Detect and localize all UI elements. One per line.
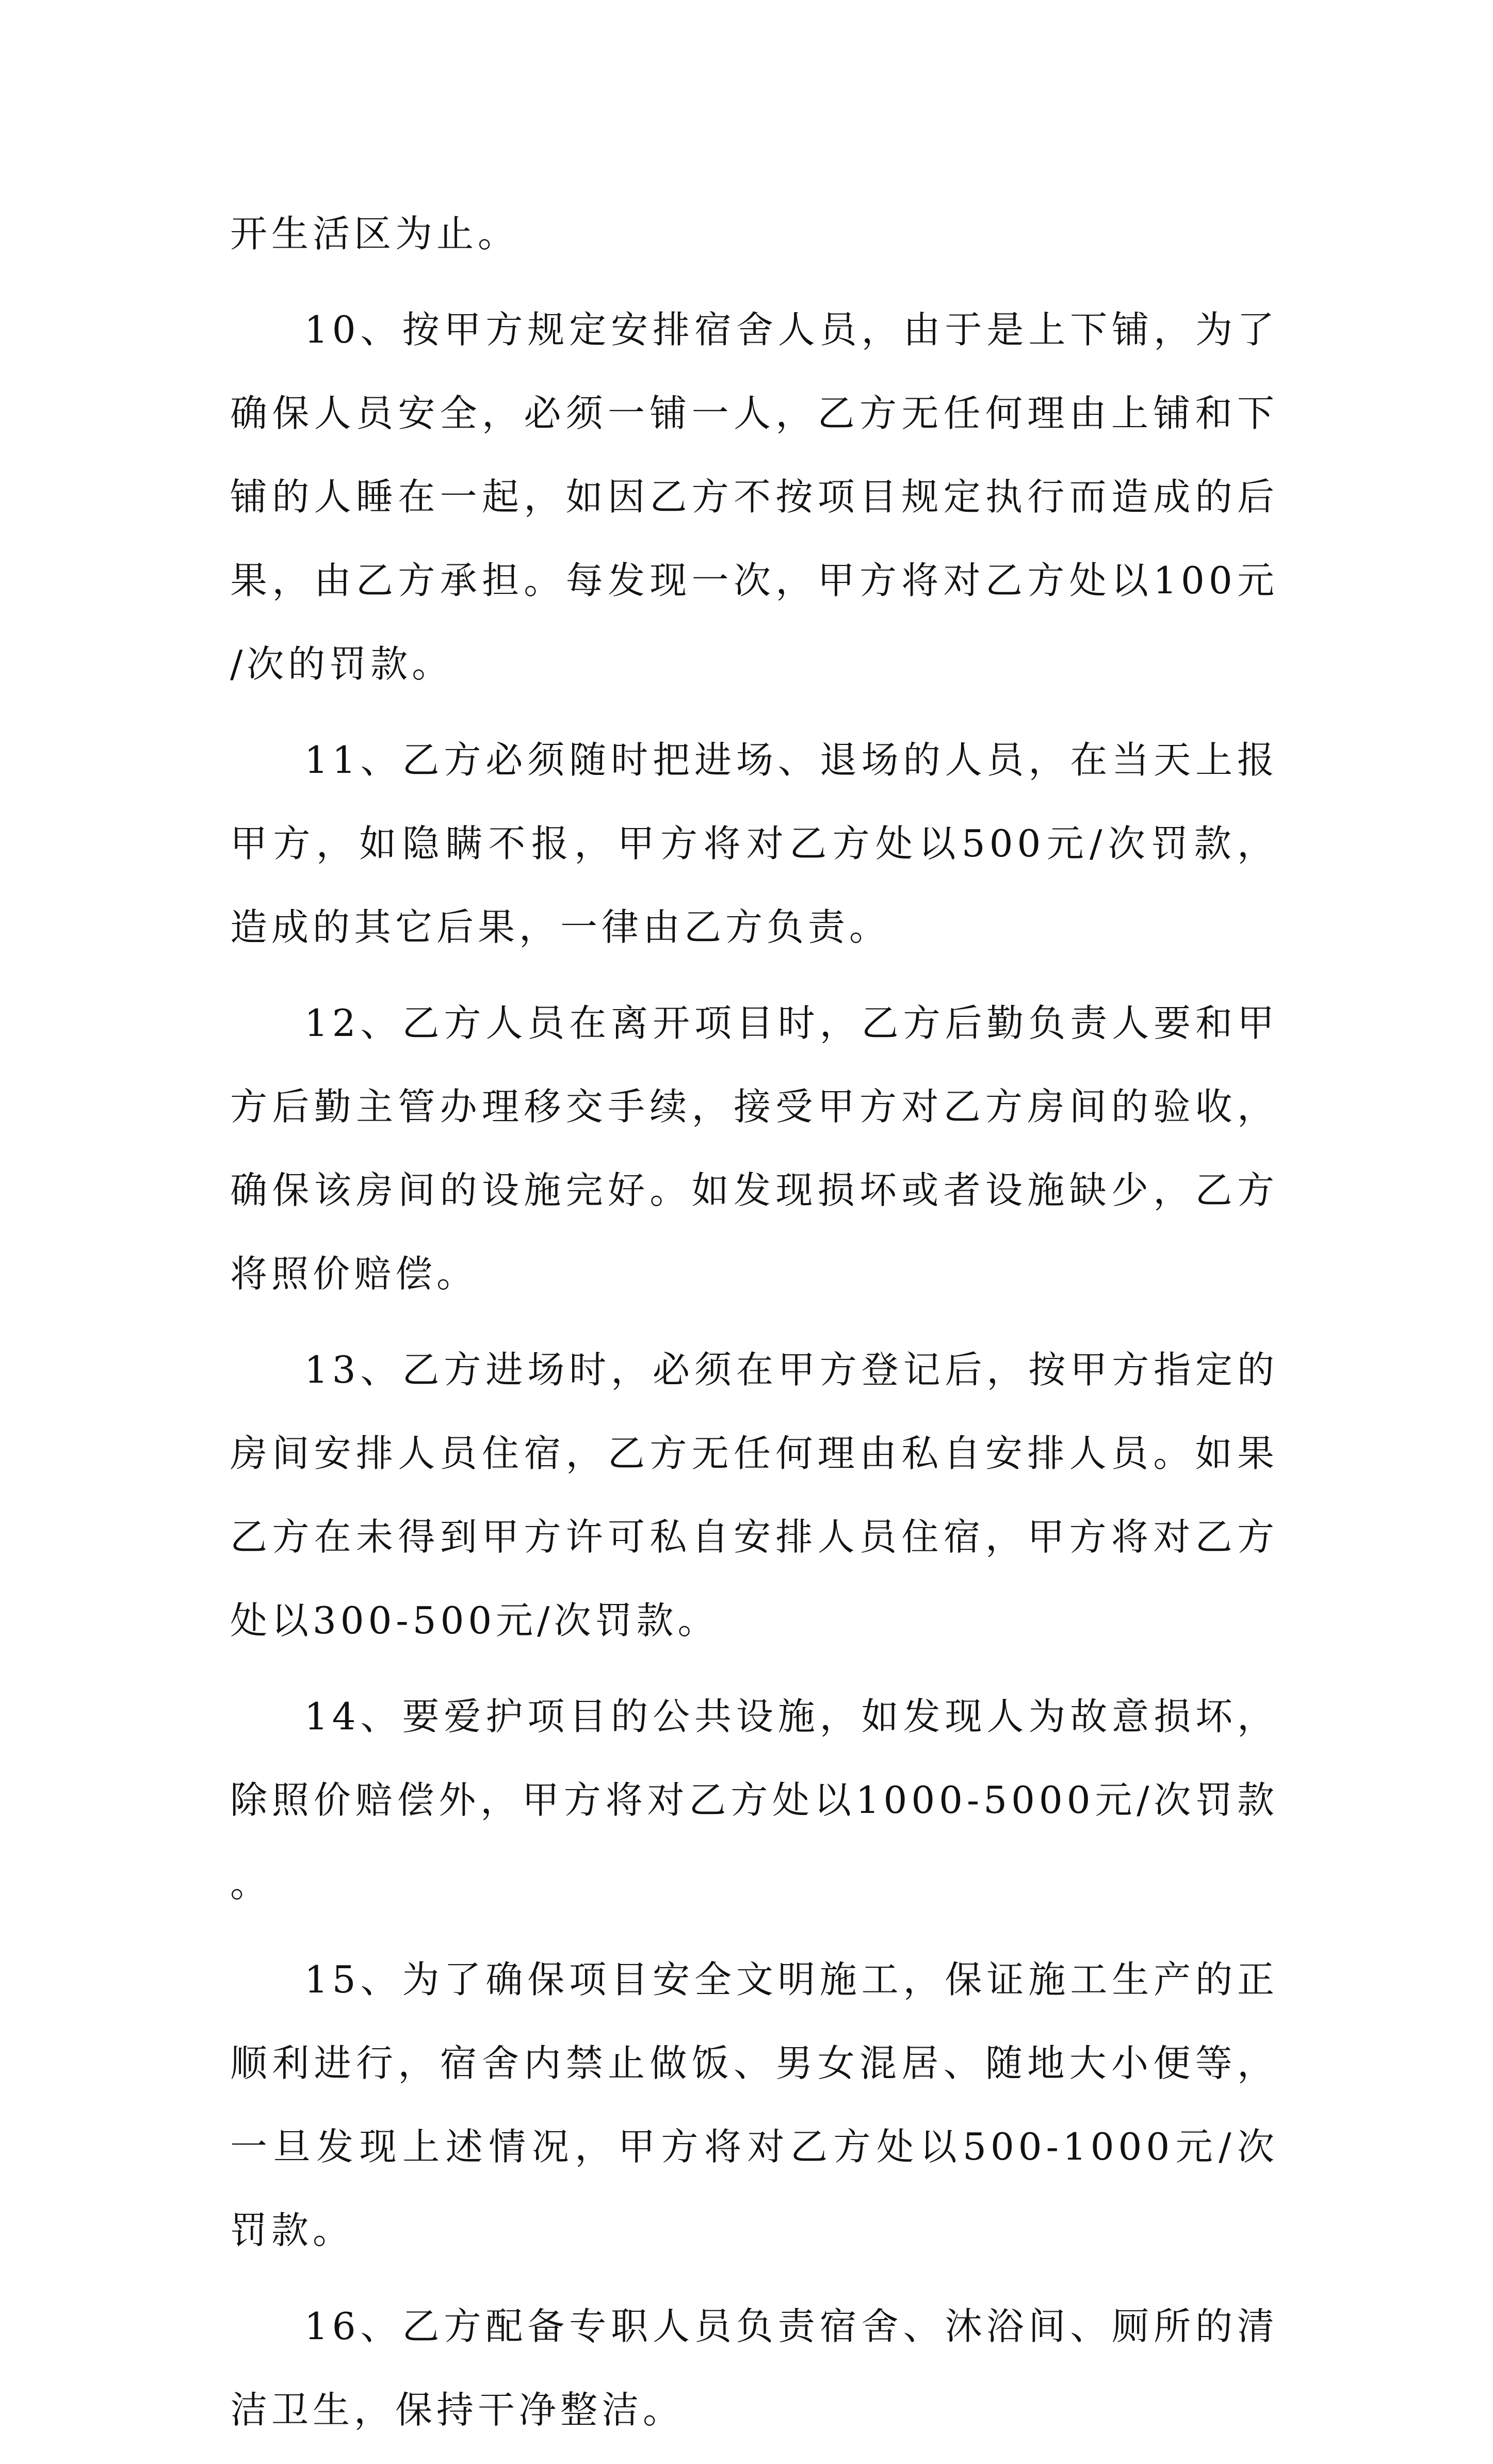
paragraph-continuation: 开生活区为止。: [230, 212, 520, 255]
clause-11: 11、乙方必须随时把进场、退场的人员，在当天上报甲方，如隐瞒不报，甲方将对乙方处以500元/次罚款，造成的其它后果，一律由乙方负责。: [230, 738, 1278, 949]
clause-15: 15、为了确保项目安全文明施工，保证施工生产的正顺利进行，宿舍内禁止做饭、男女混居、随地大小便等，一旦发现上述情况，甲方将对乙方处以500-1000元/次罚款。: [230, 1958, 1278, 2252]
clause-12: 12、乙方人员在离开项目时，乙方后勤负责人要和甲方后勤主管办理移交手续，接受甲方对乙方房间的验收，确保该房间的设施完好。如发现损坏或者设施缺少，乙方将照价赔偿。: [230, 1001, 1278, 1295]
clause-13: 13、乙方进场时，必须在甲方登记后，按甲方指定的房间安排人员住宿，乙方无任何理由私自安排人员。如果乙方在未得到甲方许可私自安排人员住宿，甲方将对乙方处以300-500元/次罚款。: [230, 1348, 1278, 1642]
document-page: [230, 192, 1278, 2464]
clause-10: 10、按甲方规定安排宿舍人员，由于是上下铺，为了确保人员安全，必须一铺一人，乙方无任何理由上铺和下铺的人睡在一起，如因乙方不按项目规定执行而造成的后果，由乙方承担。每发现一次，甲方将对乙方处以100元/次的罚款。: [230, 308, 1278, 686]
clause-14: 14、要爱护项目的公共设施，如发现人为故意损坏，除照价赔偿外，甲方将对乙方处以1000-5000元/次罚款。: [230, 1695, 1278, 1905]
clause-16: 16、乙方配备专职人员负责宿舍、沐浴间、厕所的清洁卫生，保持干净整洁。: [230, 2305, 1278, 2431]
